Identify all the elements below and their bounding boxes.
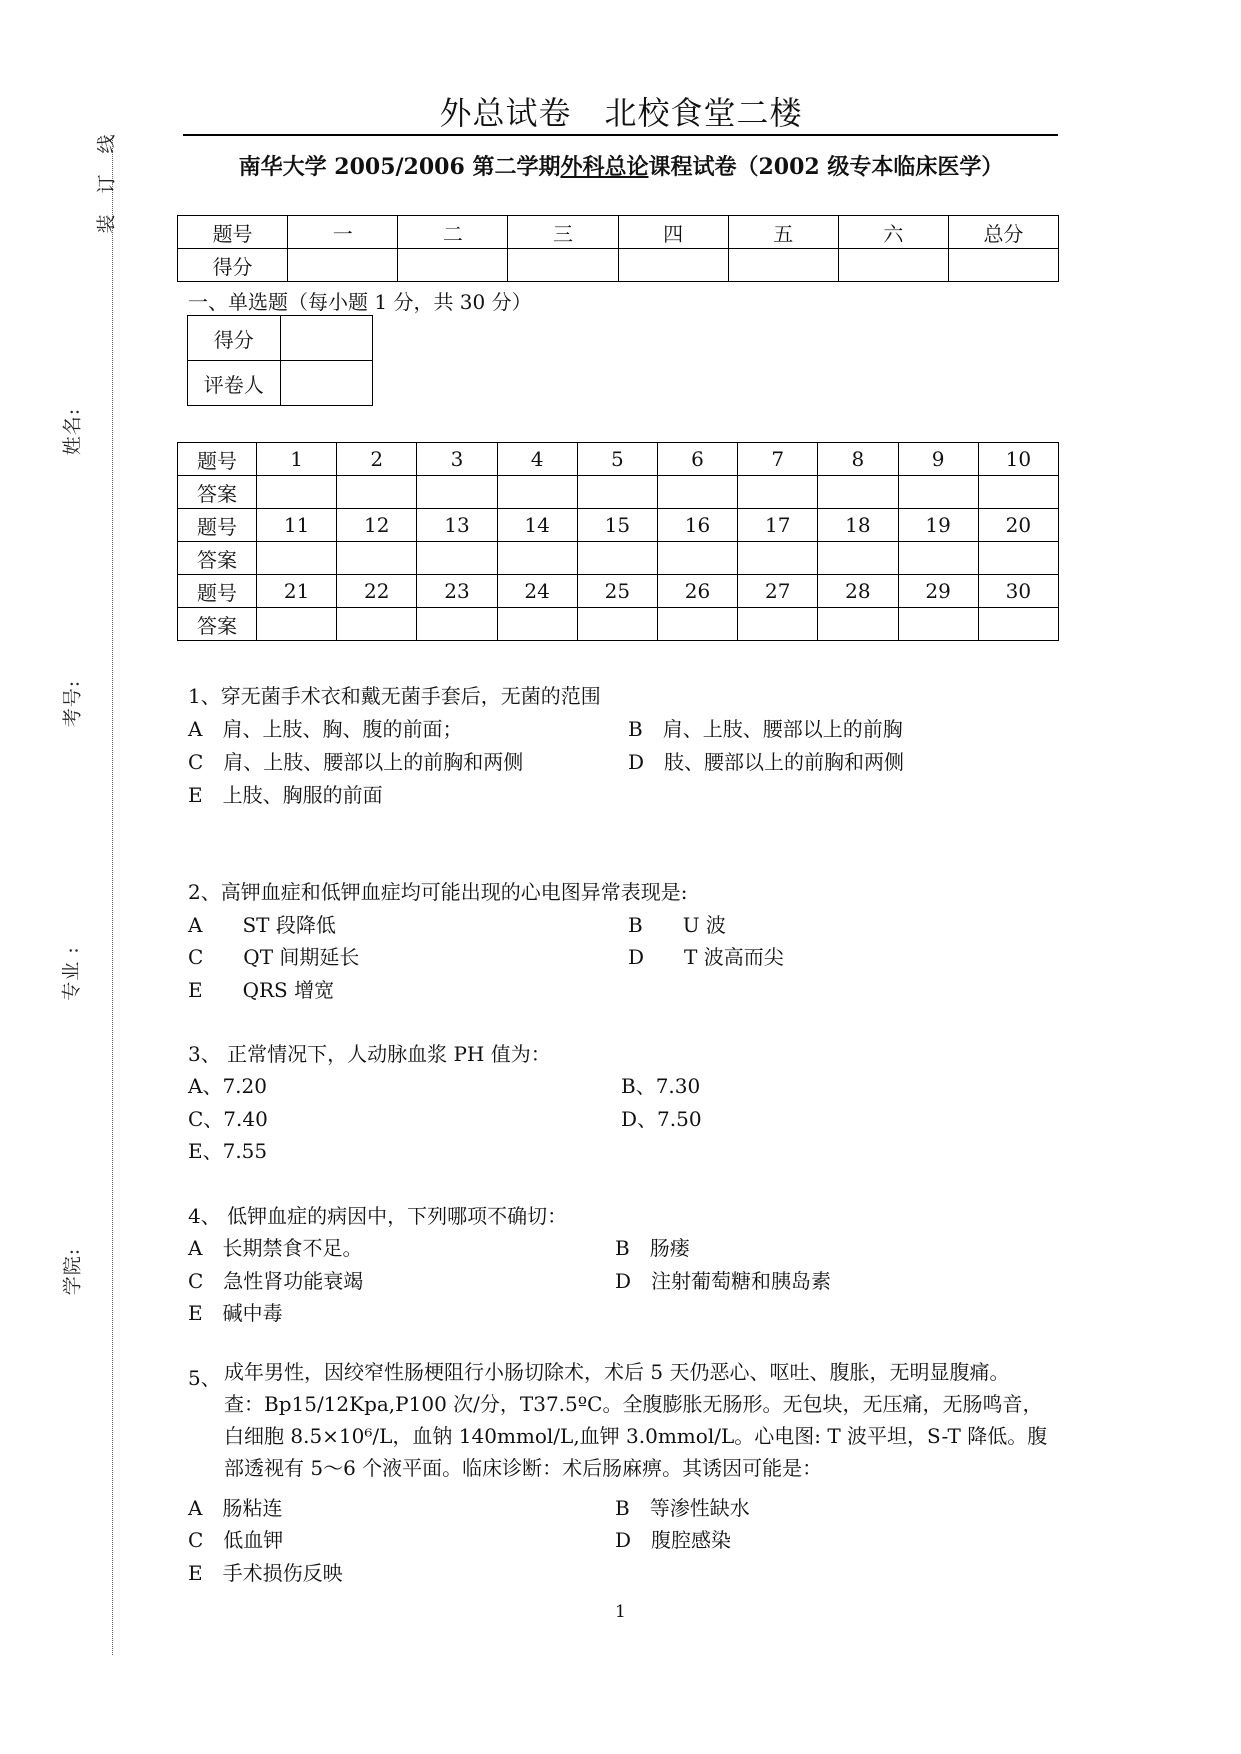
stem-line: 白细胞 8.5×10⁶/L，血钠 140mmol/L,血钾 3.0mmol/L。心电图: T 波平坦，S-T 降低。腹 [224, 1424, 1048, 1448]
grid-answer-cell[interactable] [657, 542, 737, 575]
option-e: E QRS 增宽 [188, 978, 335, 1002]
grid-question-number: 1 [257, 443, 337, 476]
score-cell[interactable] [838, 249, 948, 282]
grid-answer-cell[interactable] [657, 476, 737, 509]
question-stem: 1、穿无菌手术衣和戴无菌手套后，无菌的范围 [188, 684, 601, 708]
option-e: E、7.55 [188, 1139, 268, 1163]
option-a: A、7.20 [188, 1074, 267, 1098]
score-cell[interactable] [288, 249, 398, 282]
grid-answer-cell[interactable] [257, 542, 337, 575]
option-a: A ST 段降低 [188, 913, 336, 937]
grader-name-label: 评卷人 [188, 361, 281, 406]
grid-answer-cell[interactable] [738, 542, 818, 575]
grid-answer-cell[interactable] [577, 476, 657, 509]
option-c: C、7.40 [188, 1107, 268, 1131]
subtitle-suffix: 课程试卷（2002 级专本临床医学） [648, 154, 1004, 180]
exam-number-label: 考号: [61, 679, 84, 728]
option-a: A 长期禁食不足。 [188, 1236, 363, 1260]
grid-answer-cell[interactable] [417, 476, 497, 509]
stem-line: 查：Bp15/12Kpa,P100 次/分，T37.5ºC。全腹膨胀无肠形。无包块，无压痛，无肠鸣音， [224, 1392, 1043, 1416]
score-row-label: 得分 [178, 249, 288, 282]
score-header-cell: 二 [398, 216, 508, 249]
grid-answer-cell[interactable] [818, 476, 898, 509]
grid-answer-cell[interactable] [978, 608, 1058, 641]
grid-answer-cell[interactable] [497, 608, 577, 641]
grader-name-cell[interactable] [280, 361, 372, 406]
grid-question-number: 28 [818, 575, 898, 608]
binding-line-label: 装 订 线 [95, 133, 118, 234]
grid-answer-cell[interactable] [657, 608, 737, 641]
section-title: 一、单选题（每小题 1 分，共 30 分） [188, 290, 532, 314]
grid-question-number: 16 [657, 509, 737, 542]
score-header-cell: 五 [728, 216, 838, 249]
grid-answer-cell[interactable] [738, 476, 818, 509]
grid-question-number: 29 [898, 575, 978, 608]
grid-answer-cell[interactable] [898, 476, 978, 509]
header-divider [183, 134, 1058, 136]
grid-question-number: 20 [978, 509, 1058, 542]
grid-question-number: 27 [738, 575, 818, 608]
option-b: B 肩、上肢、腰部以上的前胸 [628, 717, 903, 741]
grid-answer-cell[interactable] [497, 542, 577, 575]
grid-question-number: 17 [738, 509, 818, 542]
grid-question-number: 12 [337, 509, 417, 542]
grid-number-label: 题号 [178, 443, 257, 476]
subtitle-prefix: 南华大学 2005/2006 第二学期 [238, 154, 561, 180]
grid-answer-label: 答案 [178, 542, 257, 575]
grader-score-label: 得分 [188, 316, 281, 361]
grid-question-number: 13 [417, 509, 497, 542]
option-a: A 肩、上肢、胸、腹的前面； [188, 717, 463, 741]
stem-line: 部透视有 5～6 个液平面。临床诊断：术后肠麻痹。其诱因可能是： [224, 1456, 823, 1480]
grid-answer-cell[interactable] [898, 542, 978, 575]
grid-answer-cell[interactable] [337, 542, 417, 575]
option-c: C 低血钾 [188, 1528, 284, 1552]
grid-question-number: 26 [657, 575, 737, 608]
grader-score-cell[interactable] [280, 316, 372, 361]
grid-answer-cell[interactable] [337, 608, 417, 641]
stem-line: 成年男性，因绞窄性肠梗阻行小肠切除术，术后 5 天仍恶心、呕吐、腹胀，无明显腹痛。 [224, 1360, 1010, 1384]
grid-question-number: 22 [337, 575, 417, 608]
option-b: B U 波 [628, 913, 726, 937]
major-label: 专业 : [60, 946, 83, 1001]
option-a: A 肠粘连 [188, 1496, 283, 1520]
section-grader-box [187, 315, 373, 406]
score-header-cell: 四 [618, 216, 728, 249]
option-d: D、7.50 [621, 1107, 702, 1131]
option-c: C QT 间期延长 [188, 945, 360, 969]
score-header-cell: 一 [288, 216, 398, 249]
grid-question-number: 6 [657, 443, 737, 476]
grid-answer-cell[interactable] [577, 542, 657, 575]
question-stem: 3、 正常情况下，人动脉血浆 PH 值为： [188, 1042, 551, 1066]
grid-question-number: 15 [577, 509, 657, 542]
answer-grid-answer-row [178, 542, 1059, 575]
grid-question-number: 2 [337, 443, 417, 476]
grid-answer-label: 答案 [178, 476, 257, 509]
grid-answer-label: 答案 [178, 608, 257, 641]
answer-grid-number-row [178, 509, 1059, 542]
option-c: C 急性肾功能衰竭 [188, 1269, 364, 1293]
option-d: D 腹腔感染 [615, 1528, 732, 1552]
subtitle-course: 外科总论 [560, 154, 649, 180]
grid-question-number: 3 [417, 443, 497, 476]
answer-grid-table [177, 442, 1059, 641]
binding-dotted-line [112, 140, 113, 1655]
grid-question-number: 24 [497, 575, 577, 608]
grid-question-number: 14 [497, 509, 577, 542]
grid-answer-cell[interactable] [978, 476, 1058, 509]
grid-answer-cell[interactable] [898, 608, 978, 641]
name-label: 姓名: [61, 407, 84, 456]
score-cell[interactable] [728, 249, 838, 282]
grid-number-label: 题号 [178, 575, 257, 608]
option-d: D T 波高而尖 [628, 945, 784, 969]
answer-grid-answer-row [178, 608, 1059, 641]
score-cell[interactable] [398, 249, 508, 282]
grid-question-number: 30 [978, 575, 1058, 608]
score-cell[interactable] [948, 249, 1058, 282]
answer-grid-number-row [178, 443, 1059, 476]
option-b: B 等渗性缺水 [615, 1496, 750, 1520]
grid-answer-cell[interactable] [417, 542, 497, 575]
exam-subtitle [185, 150, 1057, 181]
answer-grid-answer-row [178, 476, 1059, 509]
grid-answer-cell[interactable] [337, 476, 417, 509]
grid-question-number: 5 [577, 443, 657, 476]
question-stem: 4、 低钾血症的病因中，下列哪项不确切： [188, 1204, 568, 1228]
score-header-cell: 三 [508, 216, 618, 249]
grid-question-number: 7 [738, 443, 818, 476]
question-number: 5、 [188, 1366, 221, 1390]
grid-answer-cell[interactable] [738, 608, 818, 641]
grid-question-number: 21 [257, 575, 337, 608]
grid-question-number: 10 [978, 443, 1058, 476]
option-b: B、7.30 [621, 1074, 701, 1098]
grid-answer-cell[interactable] [417, 608, 497, 641]
grid-question-number: 19 [898, 509, 978, 542]
question-stem [224, 1356, 1064, 1484]
option-e: E 上肢、胸服的前面 [188, 783, 383, 807]
question-stem: 2、高钾血症和低钾血症均可能出现的心电图异常表现是: [188, 880, 688, 904]
grid-question-number: 9 [898, 443, 978, 476]
option-e: E 手术损伤反映 [188, 1561, 343, 1585]
option-d: D 注射葡萄糖和胰岛素 [615, 1269, 832, 1293]
grid-answer-cell[interactable] [818, 608, 898, 641]
score-header-cell: 题号 [178, 216, 288, 249]
grid-number-label: 题号 [178, 509, 257, 542]
grid-answer-cell[interactable] [497, 476, 577, 509]
score-cell[interactable] [508, 249, 618, 282]
page-title: 外总试卷 北校食堂二楼 [439, 94, 803, 132]
grid-question-number: 23 [417, 575, 497, 608]
college-label: 学院: [61, 1247, 84, 1296]
score-header-cell: 六 [838, 216, 948, 249]
grid-answer-cell[interactable] [978, 542, 1058, 575]
score-cell[interactable] [618, 249, 728, 282]
option-e: E 碱中毒 [188, 1301, 283, 1325]
score-header-cell: 总分 [948, 216, 1058, 249]
grid-answer-cell[interactable] [818, 542, 898, 575]
option-c: C 肩、上肢、腰部以上的前胸和两侧 [188, 750, 524, 774]
grid-answer-cell[interactable] [257, 608, 337, 641]
grid-question-number: 25 [577, 575, 657, 608]
page-number: 1 [615, 1602, 626, 1622]
grid-question-number: 8 [818, 443, 898, 476]
option-d: D 肢、腰部以上的前胸和两侧 [628, 750, 905, 774]
score-summary-table [177, 215, 1059, 282]
option-b: B 肠瘘 [615, 1236, 690, 1260]
grid-answer-cell[interactable] [257, 476, 337, 509]
answer-grid-number-row [178, 575, 1059, 608]
grid-question-number: 4 [497, 443, 577, 476]
grid-question-number: 11 [257, 509, 337, 542]
grid-question-number: 18 [818, 509, 898, 542]
grid-answer-cell[interactable] [577, 608, 657, 641]
